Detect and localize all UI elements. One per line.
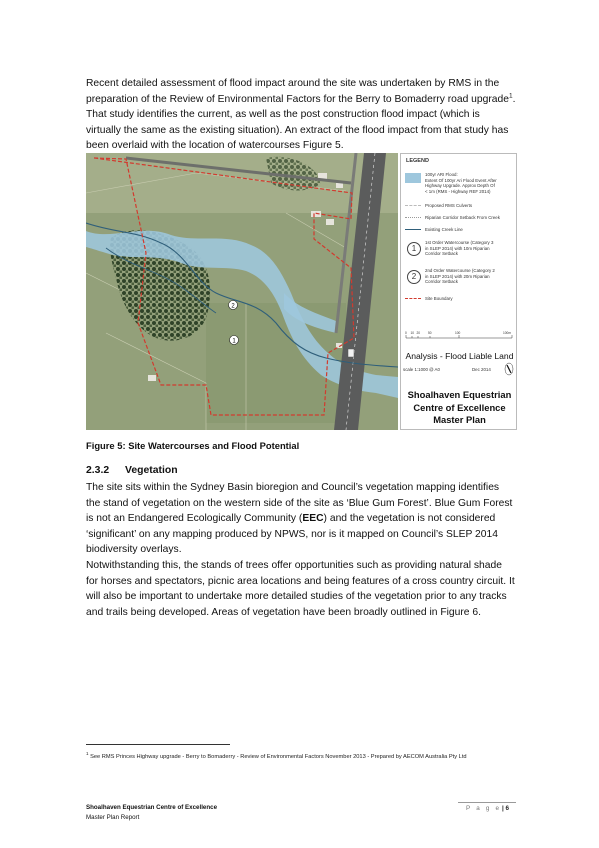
intro-paragraph [86,76,516,154]
footer-divider [458,802,516,803]
first-order-badge: 1 [407,242,421,256]
watercourse-marker-1[interactable] [230,336,239,345]
scale-tick-1: 10 [410,331,415,335]
scale-tick-3: 50 [428,331,432,335]
flood-desc-3: < 1m (RMS - Highway REF 2014) [425,188,491,194]
vegetation-paragraph-1 [86,480,516,558]
flood-desc-1: Extent Of 100yr Ari Flood Event After [425,177,497,183]
culverts-label: Proposed RMS Culverts [425,203,473,208]
footer-report: Master Plan Report [86,814,140,821]
project-name-2: Centre of Excellence [413,401,506,413]
veg-p1-eec: EEC [302,513,324,525]
boundary-swatch [405,298,421,299]
footnote [86,751,467,760]
legend-scale: scale 1:1000 @ A0 [403,367,440,372]
figure-caption: Figure 5: Site Watercourses and Flood Potential [86,440,300,451]
north-arrow-icon [504,362,514,376]
legend-analysis: Analysis - Flood Liable Land [405,351,514,361]
scale-tick-2: 20 [416,331,421,335]
flood-swatch [405,173,421,183]
figure-5 [86,153,517,430]
footer-page-number: | 6 [502,805,510,812]
scale-tick-0: 0 [405,331,407,335]
flood-desc-2: Highway Upgrade. Approx Depth Of [425,183,495,189]
vegetation-paragraph-2: Notwithstanding this, the stands of trees offer opportunities such as providing natural shade for horses and spectators, picnic area locations and being features of a cross country circuit. It will also be important to undertake more detailed studies of the vegetation prior to any tracks and trails being developed. Areas of vegetation have been broadly outlined in Figure 6. [86,560,515,618]
second-order-2: in SLEP 2014) with 20m Riparian [425,273,490,279]
marker-1-label: 1 [232,338,236,345]
footer-org: Shoalhaven Equestrian Centre of Excellence [86,804,218,811]
marker-2-label: 2 [231,303,235,310]
section-title: Vegetation [125,465,178,476]
flood-label: 100yr ARI Flood: [425,172,458,177]
riparian-label: Riparian Corridor Setback From Creek [425,215,500,220]
legend-date: Dec 2014 [472,367,491,372]
legend-title: LEGEND [406,158,429,164]
intro-text-1: Recent detailed assessment of flood impact around the site was undertaken by RMS in the preparation of the Review of Environmental Factors for the Berry to Bomaderry road upgrade [86,78,509,105]
first-order-1: 1st Order Watercourse (Category 3 [425,240,494,245]
watercourse-marker-2[interactable] [229,301,238,310]
footnote-ref[interactable]: 1 [508,92,513,100]
footer-page-label: P a g e [466,805,502,812]
creek-label: Existing Creek Line [425,227,463,232]
footnote-number: 1 [86,751,89,757]
scale-tick-4: 100 [455,331,461,335]
site-map [86,153,398,430]
veg-p1-b: ) and the vegetation is not considered ‘significant’ on any mapping produced by NPWS, nor is it mapped on Council’s SLEP 2014 biodiversity overlays. [86,513,498,556]
intro-text-2: . That study identifies the current, as well as the post construction flood impact (which is virtually the same as the existing situation). An extract of the flood impact from that study has been overlaid with the location of watercourses Figure 5. [86,93,516,152]
first-order-2: in SLEP 2014) with 10m Riparian [425,245,490,251]
project-name-1: Shoalhaven Equestrian [407,389,512,400]
footnote-divider [86,744,230,745]
footnote-text: See RMS Princes Highway upgrade - Berry to Bomaderry - Review of Environmental Factors November 2013 - Prepared by AECOM Australia Pty Ltd [88,754,467,760]
culvert-swatch [405,205,421,207]
scale-end: 100m [503,331,511,335]
legend-project-name [401,389,518,427]
riparian-swatch [405,217,421,219]
boundary-label: Site Boundary [425,296,453,301]
first-order-3: Corridor Setback [425,251,458,257]
scale-bar [404,330,516,342]
second-order-badge: 2 [407,270,421,284]
project-name-3: Master Plan [433,414,486,425]
creek-swatch [405,229,421,230]
culvert-icon [348,349,354,357]
map-legend [400,153,517,430]
second-order-3: Corridor Setback [425,279,458,285]
second-order-1: 2nd Order Watercourse (Category 2 [425,268,495,273]
section-number: 2.3.2 [86,465,110,476]
veg-p1-a: The site sits within the Sydney Basin bioregion and Council’s vegetation mapping identifies the stand of vegetation on the western side of the site as ‘Blue Gum Forest’. Blue Gum Forest is not an Endangered Ecologically Community ( [86,482,513,525]
